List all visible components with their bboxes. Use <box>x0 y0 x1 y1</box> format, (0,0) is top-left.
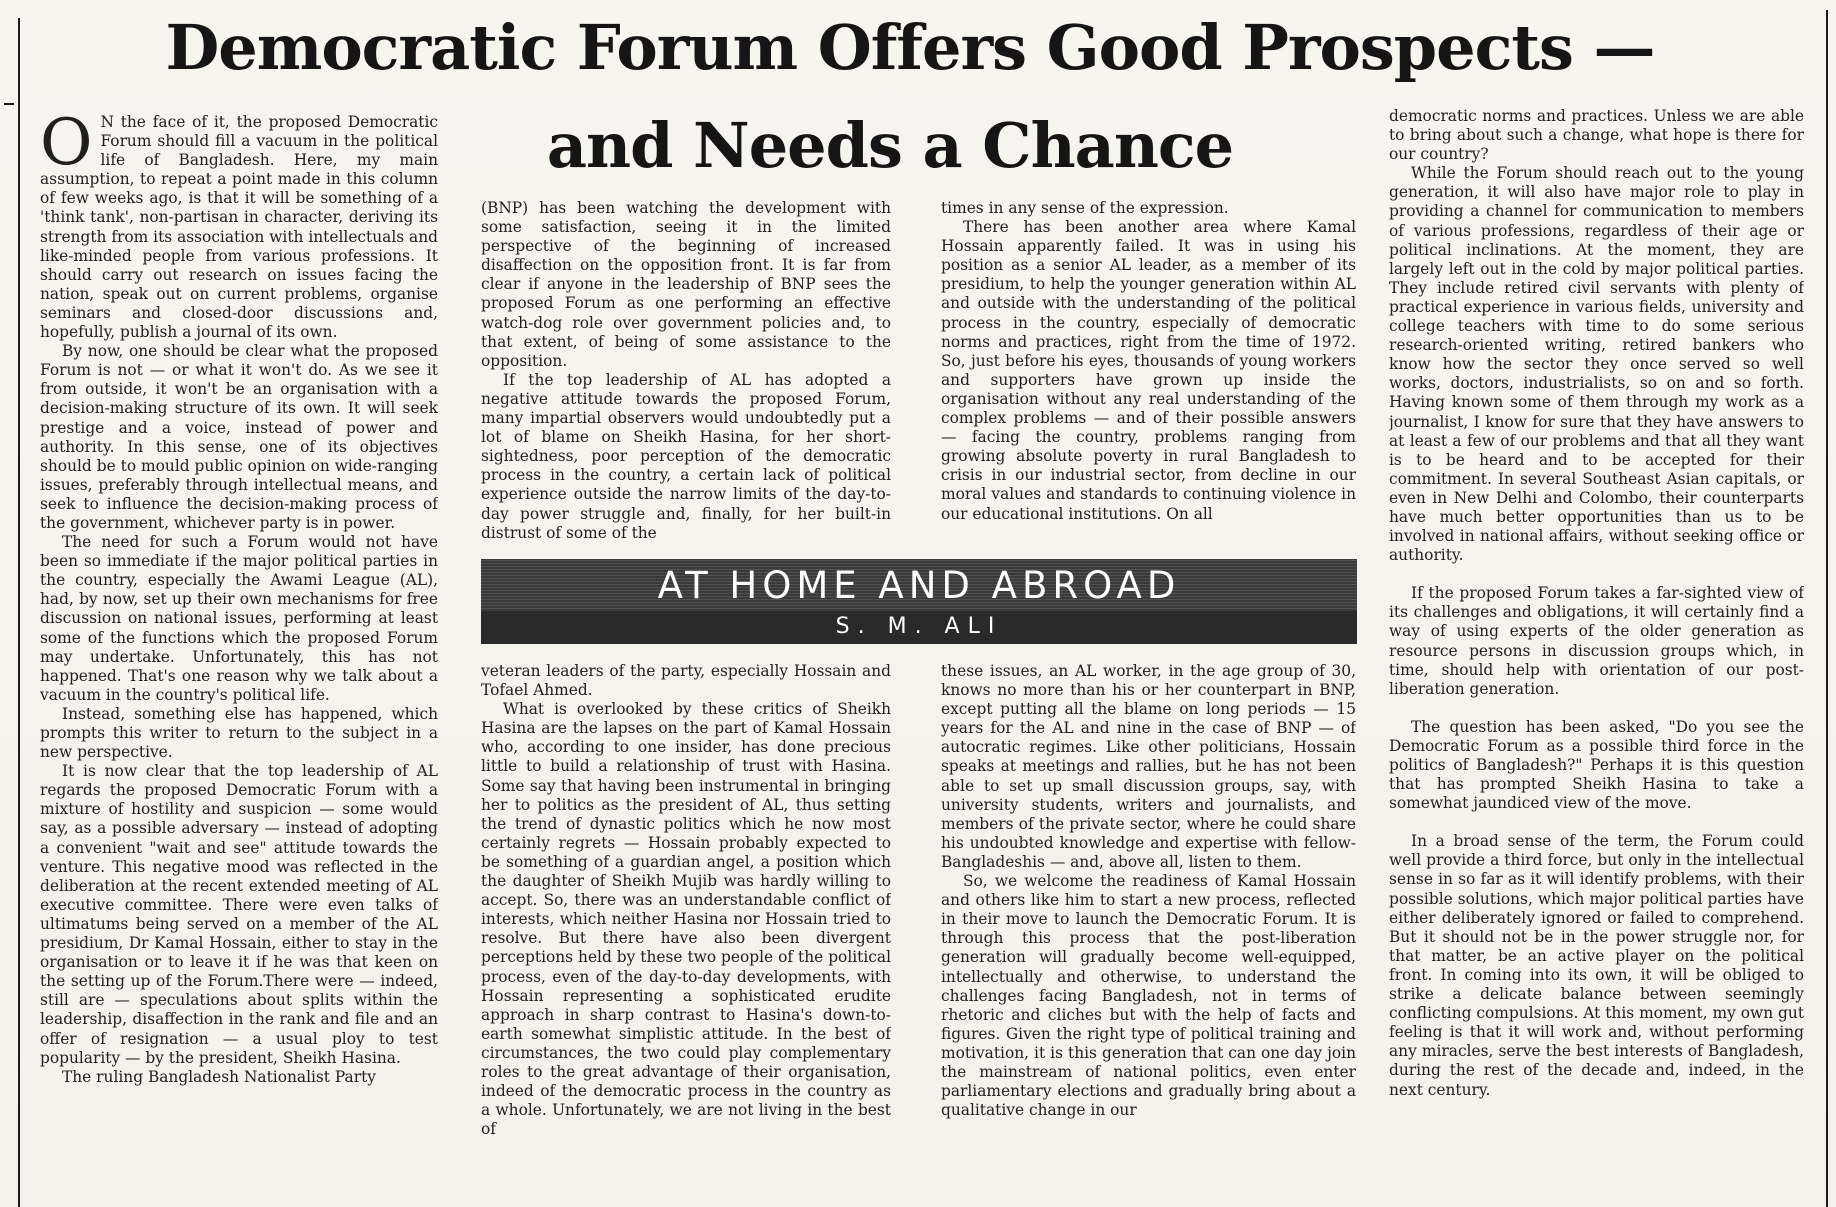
article-paragraph: While the Forum should reach out to the young generation, it will also have major role to play in providing a channel for communication to members of various professions, regardless of their age or political inclinations. At the moment, they are largely left out in the cold by major political parties. They include retired civil servants with plenty of practical experience in various fields, university and college teachers with time to do some serious research-oriented writing, retired bankers who know how the sector they once served so well works, doctors, industrialists, so on and so forth. Having known some of them through my work as a journalist, I know for sure that they have answers to at least a few of our problems and that all they want is to be heard and to be accepted for their commitment. In several Southeast Asian capitals, or even in New Delhi and Colombo, their counterparts have much better opportunities than us to be involved in national affairs, without seeking office or authority. <box>1389 164 1804 565</box>
article-column-2-top <box>481 199 891 544</box>
article-paragraph: democratic norms and practices. Unless we are able to bring about such a change, what hope is there for our country? <box>1389 107 1804 164</box>
drop-cap: O <box>40 113 93 180</box>
article-paragraph: It is now clear that the top leadership of AL regards the proposed Democratic Forum with a mixture of hostility and suspicion — some would say, as a possible adversary — instead of adopting a convenient "wait and see" attitude towards the venture. This negative mood was reflected in the deliberation at the recent extended meeting of AL executive committee. There were even talks of ultimatums being served on a member of the AL presidium, Dr Kamal Hossain, either to stay in the organisation or to leave it if he was that keen on the setting up of the Forum.There were — indeed, still are — speculations about splits within the leadership, disaffection in the rank and file and an offer of resignation — a usual ploy to test popularity — by the president, Sheikh Hasina. <box>40 762 438 1067</box>
headline-line-1: Democratic Forum Offers Good Prospects — <box>165 11 1655 84</box>
column-title: AT HOME AND ABROAD <box>657 564 1181 607</box>
article-column-2-bottom <box>481 662 891 1198</box>
article-column-3-top <box>941 199 1356 544</box>
article-paragraph: So, we welcome the readiness of Kamal Hossain and others like him to start a new process, reflected in their move to launch the Democratic Forum. It is through this process that the post-liberation generation will gradually become well-equipped, intellectually and otherwise, to understand the challenges facing Bangladesh, not in terms of rhetoric and cliches but with the help of facts and figures. Given the right type of political training and motivation, it is this generation that can one day join the mainstream of national politics, even enter parliamentary elections and gradually bring about a qualitative change in our <box>941 872 1356 1120</box>
opening-text: N the face of it, the proposed Democratic Forum should fill a vacuum in the political life of Bangladesh. Here, my main assumption, to repeat a point made in this column of few weeks ago, is that it will be something of a 'think tank', non-partisan in character, deriving its strength from its association with intellectuals and like-minded people from various professions. It should carry out research on issues facing the nation, speak out on current problems, organise seminars and closed-door discussions and, hopefully, publish a journal of its own. <box>40 113 438 342</box>
headline-line-2: and Needs a Chance <box>546 109 1234 182</box>
article-paragraph: (BNP) has been watching the development with some satisfaction, seeing it in the limited perspective of the beginning of increased disaffection on the opposition front. It is far from clear if anyone in the leadership of BNP sees the proposed Forum as one performing an effective watch-dog role over government policies and, to that extent, of being of some assistance to the opposition. <box>481 199 891 370</box>
right-column-rule <box>1826 10 1828 1207</box>
article-paragraph: If the top leadership of AL has adopted a negative attitude towards the proposed Forum, many impartial observers would undoubtedly put a lot of blame on Sheikh Hasina, for her short-sightedness, poor perception of the democratic process in the country, a certain lack of political experience outside the narrow limits of the day-to-day power struggle and, finally, for her built-in distrust of some of the <box>481 370 891 542</box>
article-paragraph: these issues, an AL worker, in the age group of 30, knows no more than his or her counterpart in BNP, except putting all the blame on long periods — 15 years for the AL and nine in the case of BNP — of autocratic regimes. Like other politicians, Hossain speaks at meetings and rallies, but he has not been able to set up small discussion groups, say, with university students, writers and journalists, and members of the private sector, where he could share his undoubted knowledge and expertise with fellow-Bangladeshis — and, above all, listen to them. <box>941 662 1356 871</box>
margin-tick <box>4 103 14 105</box>
article-paragraph: If the proposed Forum takes a far-sighted view of its challenges and obligations, it will certainly find a way of using experts of the older generation as resource persons in discussion groups which, in time, should help with orientation of our post-liberation generation. <box>1389 584 1804 698</box>
article-paragraph: The question has been asked, "Do you see the Democratic Forum as a possible third force in the politics of Bangladesh?" Perhaps it is this question that has prompted Sheikh Hasina to take a somewhat jaundiced view of the move. <box>1389 717 1804 813</box>
article-column-1 <box>40 113 438 1198</box>
column-banner <box>481 559 1357 644</box>
article-paragraph: Instead, something else has happened, which prompts this writer to return to the subject in a new perspective. <box>40 704 438 762</box>
article-paragraph: By now, one should be clear what the proposed Forum is not — or what it won't do. As we see it from outside, it won't be an organisation with a decision-making structure of its own. It will seek prestige and a voice, instead of power and authority. In this sense, one of its objectives should be to mould public opinion on wide-ranging issues, preferably through intellectual means, and seek to influence the decision-making process of the government, whichever party is in power. <box>40 342 438 532</box>
article-paragraph: times in any sense of the expression. <box>941 199 1229 217</box>
article-column-3-bottom <box>941 662 1356 1198</box>
article-column-4 <box>1389 107 1804 1198</box>
left-column-rule <box>18 18 20 1207</box>
article-paragraph: In a broad sense of the term, the Forum could well provide a third force, but only in the intellectual sense in so far as it will identify problems, with their possible solutions, which major political parties have either deliberately ignored or failed to comprehend. But it should not be in the power struggle nor, for that matter, be an active player on the political front. In coming into its own, it will be obliged to strike a delicate balance between seemingly conflicting compulsions. At this moment, my own gut feeling is that it will work and, without performing any miracles, serve the best interests of Bangladesh, during the rest of the decade and, indeed, in the next century. <box>1389 832 1804 1099</box>
article-paragraph: The need for such a Forum would not have been so immediate if the major political parties in the country, especially the Awami League (AL), had, by now, set up their own mechanisms for free discussion on national issues, performing at least some of the functions which the proposed Forum may undertake. Unfortunately, this has not happened. That's one reason why we talk about a vacuum in the country's political life. <box>40 533 438 704</box>
article-paragraph <box>40 113 438 342</box>
article-paragraph: The ruling Bangladesh Nationalist Party <box>62 1067 376 1086</box>
author-byline: S. M. ALI <box>835 614 1003 639</box>
article-paragraph: There has been another area where Kamal Hossain apparently failed. It was in using his position as a senior AL leader, as a member of its presidium, to help the younger generation within AL and outside with the understanding of the political process in the country, especially of democratic norms and practices, right from the time of 1972. So, just before his eyes, thousands of young workers and supporters have grown up inside the organisation without any real understanding of the complex problems — and of their possible answers — facing the country, problems ranging from growing absolute poverty in rural Bangladesh to crisis in our industrial sector, from decline in our moral values and standards to continuing violence in our educational institutions. On all <box>941 218 1356 523</box>
article-paragraph: veteran leaders of the party, especially Hossain and Tofael Ahmed. <box>481 662 891 700</box>
article-paragraph: What is overlooked by these critics of Sheikh Hasina are the lapses on the part of Kamal Hossain who, according to one insider, has done precious little to build a relationship of trust with Hasina. Some say that having been instrumental in bringing her to politics as the president of AL, thus setting the trend of dynastic politics which he now most certainly regrets — Hossain probably expected to be something of a guardian angel, a position which the daughter of Sheikh Mujib was hardly willing to accept. So, there was an understandable conflict of interests, which neither Hasina nor Hossain tried to resolve. But there have also been divergent perceptions held by these two people of the political process, even of the day-to-day developments, with Hossain representing a sophisticated erudite approach in sharp contrast to Hasina's down-to-earth somewhat simplistic attitude. In the best of circumstances, the two could play complementary roles to the great advantage of their organisation, indeed of the democratic process in the country as a whole. Unfortunately, we are not living in the best of <box>481 700 891 1139</box>
